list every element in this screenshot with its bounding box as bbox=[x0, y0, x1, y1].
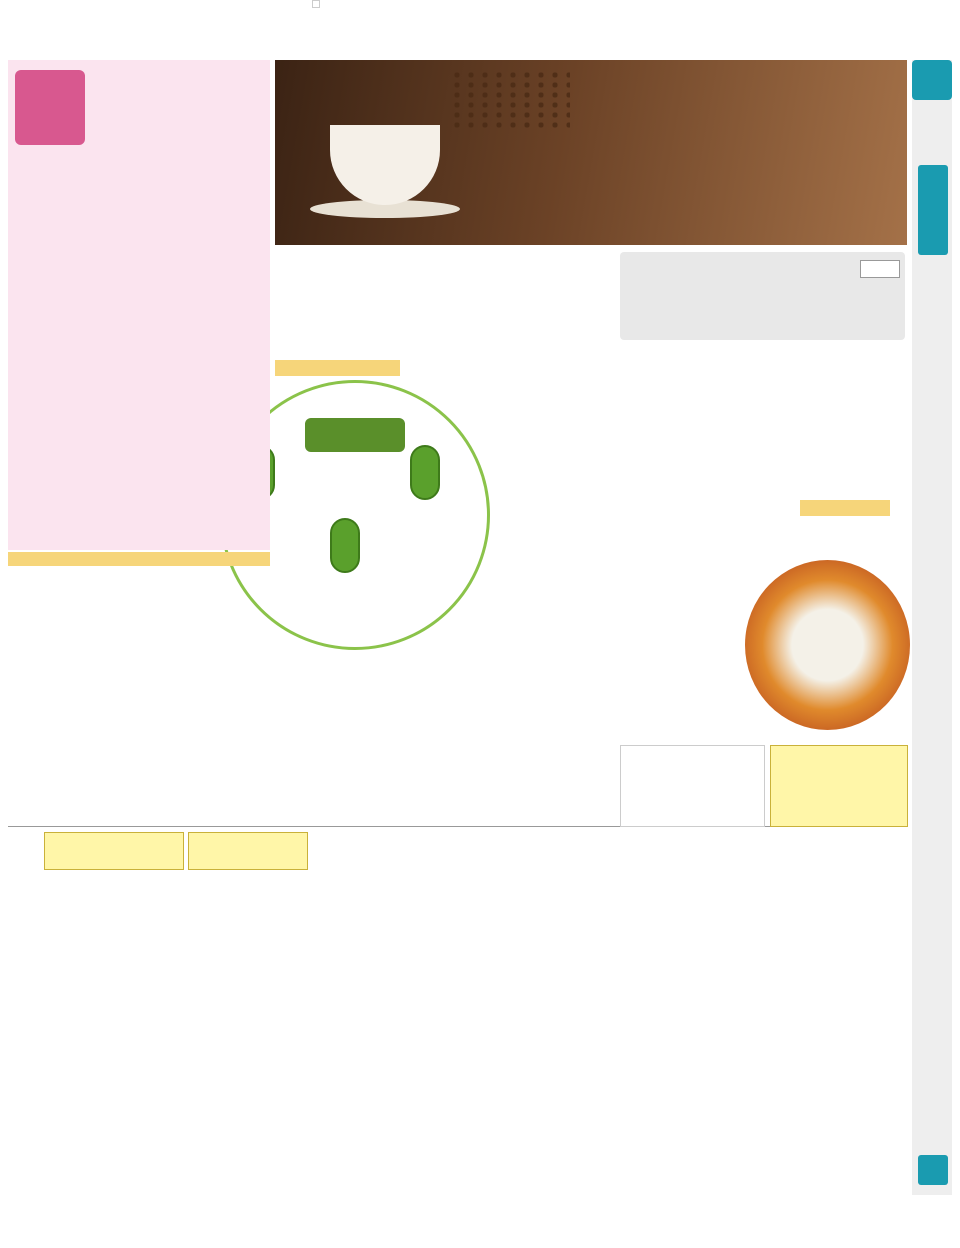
trick-section-band-2 bbox=[800, 500, 890, 516]
tip-orange-prop bbox=[275, 316, 420, 338]
page-number bbox=[918, 1155, 948, 1185]
section-label bbox=[918, 165, 948, 255]
coffee-tips-col-4 bbox=[275, 250, 420, 355]
tip-nutmeg-body bbox=[425, 316, 575, 349]
coffee-tips-col-2 bbox=[580, 345, 735, 495]
nutrition-intro bbox=[628, 282, 898, 338]
woman-icon bbox=[15, 70, 85, 145]
tip-vanilla-body bbox=[580, 459, 735, 481]
tip-vanilla-prop bbox=[425, 294, 575, 316]
news-2-body bbox=[10, 720, 268, 810]
ad-7 bbox=[770, 745, 908, 827]
beauty-body bbox=[14, 150, 264, 545]
infographic-keyword bbox=[305, 418, 405, 452]
rice-body-3 bbox=[275, 655, 450, 730]
tip-cocoa-body bbox=[740, 437, 905, 459]
tip-vanilla-body-cont bbox=[425, 250, 575, 294]
short-news-band bbox=[8, 552, 270, 566]
beauty-p3 bbox=[14, 315, 264, 370]
happy-cucumber-icon bbox=[410, 445, 440, 500]
ad-6 bbox=[620, 745, 765, 827]
nutrition-tag bbox=[860, 260, 900, 278]
tip-cinnamon-body bbox=[740, 345, 905, 415]
newspaper-logo bbox=[912, 60, 952, 100]
carrot-rice-photo bbox=[745, 560, 910, 730]
tip-cocoa-prop bbox=[580, 437, 735, 459]
trick-section-band bbox=[275, 360, 400, 376]
beauty-p2 bbox=[14, 260, 264, 315]
beauty-p1 bbox=[14, 216, 264, 260]
tip-cocoa-body-cont bbox=[580, 345, 735, 437]
coffee-beans-graphic bbox=[450, 70, 570, 130]
tip-nutmeg-prop bbox=[425, 349, 575, 360]
tip-orange-body bbox=[275, 250, 420, 316]
rice-body-1 bbox=[590, 560, 740, 730]
beauty-intro bbox=[14, 150, 264, 216]
ad-1 bbox=[44, 832, 184, 870]
tip-coconut-body bbox=[425, 360, 575, 415]
rice-body-2 bbox=[455, 560, 585, 730]
news-1-body bbox=[10, 608, 268, 690]
wrapped-cucumber-icon bbox=[330, 518, 360, 573]
coffee-tips-col-1 bbox=[740, 345, 905, 495]
ad-2 bbox=[188, 832, 308, 870]
ad-3-title bbox=[312, 0, 320, 8]
tip-cinnamon-prop bbox=[740, 415, 905, 437]
infographic-caption-3 bbox=[295, 578, 405, 626]
